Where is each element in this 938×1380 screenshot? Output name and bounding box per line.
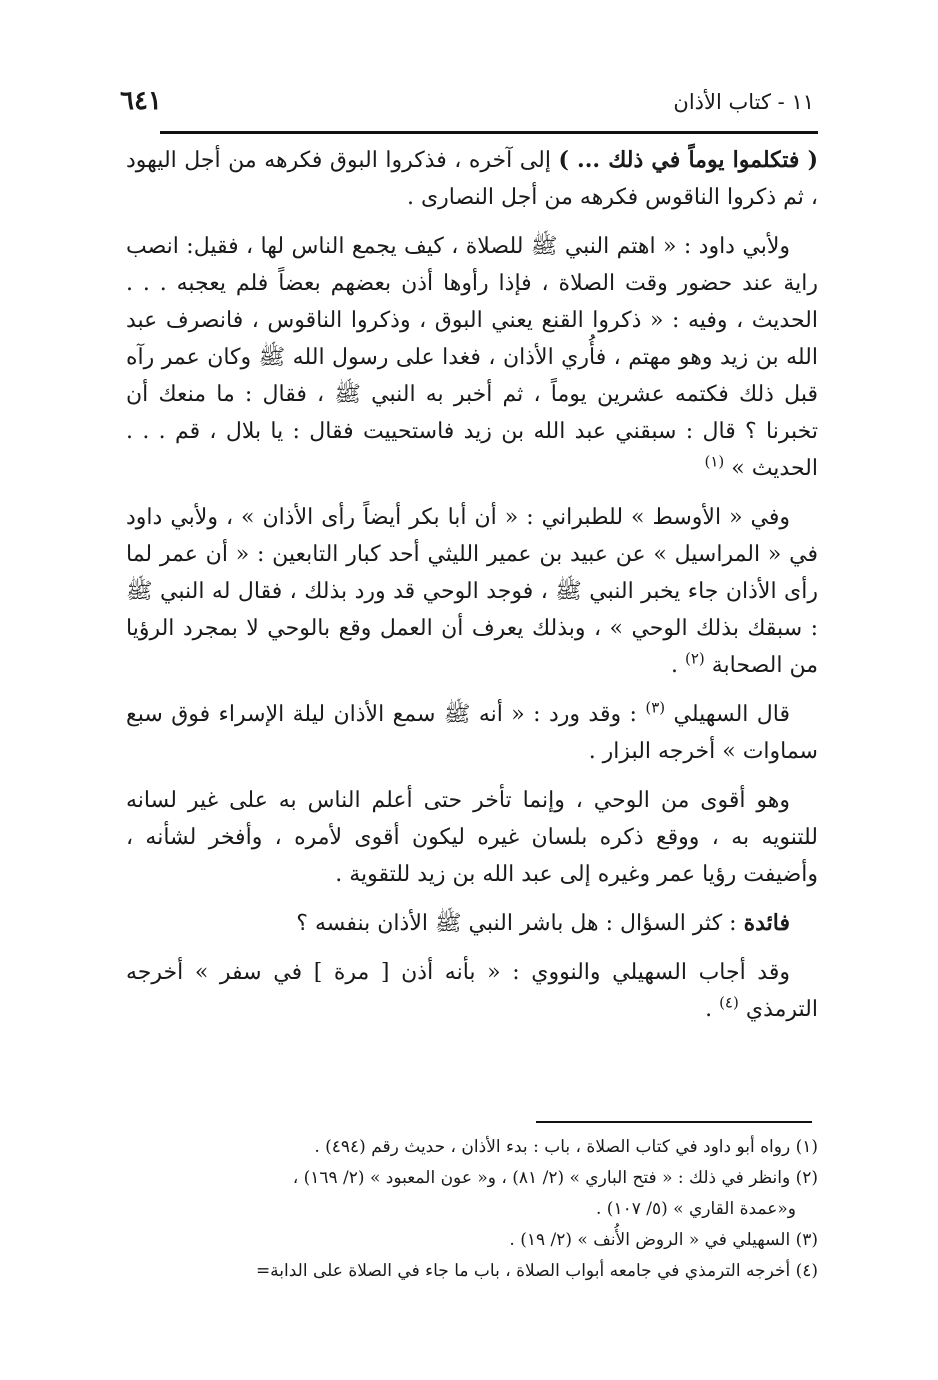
paragraph-1: [126, 142, 818, 216]
footnote-2-continued: و«عمدة القاري » (٥/ ١٠٧) .: [596, 1199, 796, 1219]
paragraph-2-text: ولأبي داود : « اهتم النبي ﷺ للصلاة ، كيف يجمع الناس لها ، فقيل: انصب راية عند حضور وقت الصلاة ، فإذا رأوها أذن بعضهم بعضاً فلم يعجبه . . . الحديث ، وفيه : « ذكروا القنع يعني البوق ، وذكروا الناقوس ، فانصرف عبد الله بن زيد وهو مهتم ، فأُري الأذان ، فغدا على رسول الله ﷺ وكان عمر رآه قبل ذلك فكتمه عشرين يوماً ، ثم أخبر به النبي ﷺ ، فقال : ما منعك أن تخبرنا ؟ قال : سبقني عبد الله بن زيد فاستحييت فقال : يا بلال ، قم . . . الحديث »: [126, 234, 818, 481]
header-rule: [160, 131, 818, 134]
footnote-2: (٢) وانظر في ذلك : « فتح الباري » (٢/ ٨١) ، و« عون المعبود » (٢/ ١٦٩) ،: [292, 1168, 818, 1188]
paragraph-3-end: .: [670, 653, 685, 678]
paragraph-7-text: وقد أجاب السهيلي والنووي : « بأنه أذن [ مرة ] في سفر » أخرجه الترمذي: [126, 960, 818, 1022]
footnote-1: (١) رواه أبو داود في كتاب الصلاة ، باب : بدء الأذان ، حديث رقم (٤٩٤) .: [314, 1137, 818, 1157]
chapter-title: ١١ - كتاب الأذان: [673, 90, 814, 114]
footnotes: [128, 1132, 818, 1287]
paragraph-4-start: قال السهيلي: [673, 702, 790, 727]
paragraph-5-text: وهو أقوى من الوحي ، وإنما تأخر حتى أعلم الناس به على غير لسانه للتنويه به ، ووقع ذكره بلسان غيره ليكون أقوى لأمره ، وأفخر لشأنه ، وأضيفت رؤيا عمر وغيره إلى عبد الله بن زيد للتقوية .: [126, 788, 818, 887]
main-text: [126, 142, 818, 1040]
footnote-ref-3: (٣): [645, 698, 666, 717]
paragraph-6-text: : كثر السؤال : هل باشر النبي ﷺ الأذان بنفسه ؟: [296, 911, 744, 936]
footnote-rule: [536, 1121, 812, 1123]
page-header: [120, 86, 814, 126]
footnote-ref-1: (١): [704, 452, 725, 471]
benefit-label: فائدة: [743, 910, 790, 936]
paragraph-6: [126, 905, 818, 942]
footnote-ref-2: (٢): [684, 649, 705, 668]
paragraph-4-text: : وقد ورد : « أنه ﷺ سمع الأذان ليلة الإسراء فوق سبع سماوات » أخرجه البزار .: [126, 702, 818, 764]
footnote-4: (٤) أخرجه الترمذي في جامعه أبواب الصلاة ، باب ما جاء في الصلاة على الدابة=: [255, 1261, 818, 1281]
footnote-3: (٣) السهيلي في « الروض الأُنف » (٢/ ١٩) .: [509, 1230, 818, 1250]
footnote-ref-4: (٤): [719, 993, 739, 1012]
paragraph-2: [126, 228, 818, 487]
paragraph-4: [126, 696, 818, 770]
paragraph-3: [126, 499, 818, 684]
paragraph-5: [126, 782, 818, 893]
paragraph-7-end: .: [705, 997, 720, 1022]
paragraph-1-text: إلى آخره ، فذكروا البوق فكرهه من أجل اليهود ، ثم ذكروا الناقوس فكرهه من أجل النصارى .: [126, 148, 818, 210]
paragraph-7: [126, 954, 818, 1028]
hadith-quote: ( فتكلموا يوماً في ذلك ... ): [558, 147, 819, 173]
page-number: ٦٤١: [120, 86, 162, 116]
paragraph-3-text: وفي « الأوسط » للطبراني : « أن أبا بكر أيضاً رأى الأذان » ، ولأبي داود في « المراسيل » عن عبيد بن عمير الليثي أحد كبار التابعين : « أن عمر لما رأى الأذان جاء يخبر النبي ﷺ ، فوجد الوحي قد ورد بذلك ، فقال له النبي ﷺ : سبقك بذلك الوحي » ، وبذلك يعرف أن العمل وقع بالوحي لا بمجرد الرؤيا من الصحابة: [126, 505, 818, 678]
